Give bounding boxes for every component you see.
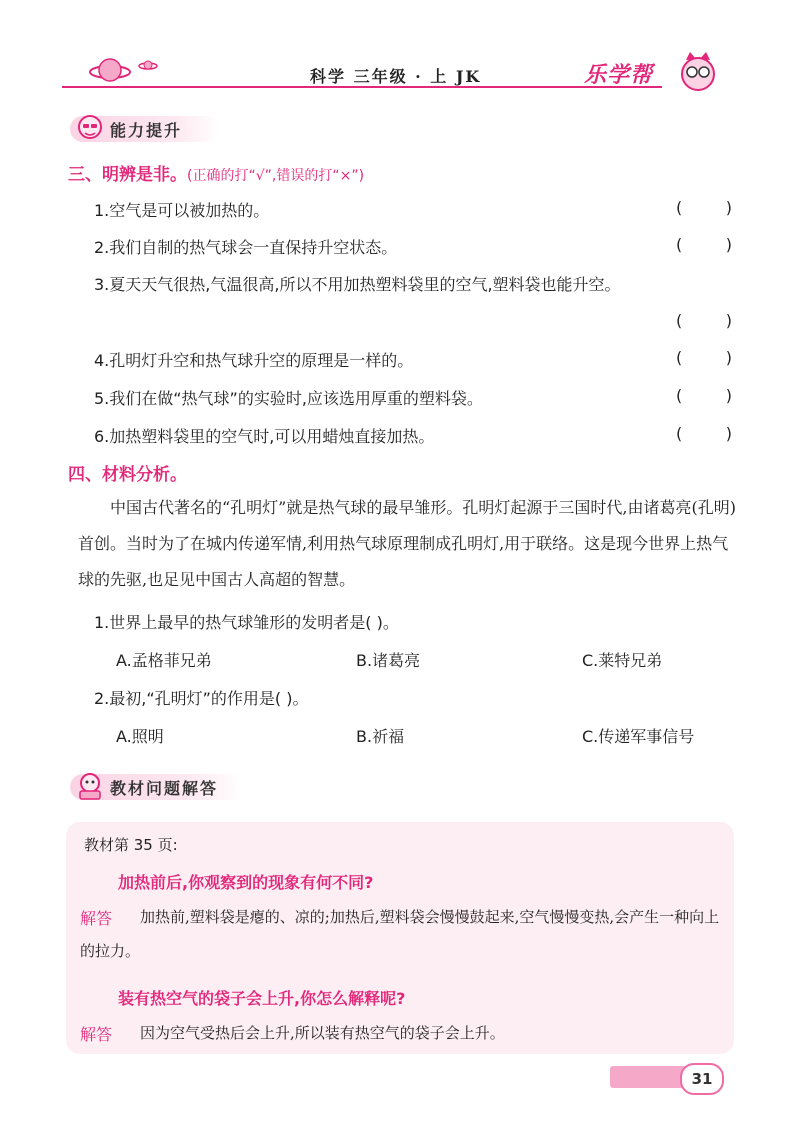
character-icon — [74, 112, 106, 146]
q4-sub2-question: 2.最初,“孔明灯”的作用是( )。 — [94, 689, 309, 708]
q4-sub1-question: 1.世界上最早的热气球雏形的发明者是( )。 — [94, 613, 399, 632]
q3-item-1: 1.空气是可以被加热的。 — [94, 201, 270, 220]
section-banner-textbook — [70, 770, 242, 804]
header-divider — [62, 86, 662, 88]
section-banner-ability — [70, 112, 220, 146]
q3-item-5: 5.我们在做“热气球”的实验时,应该选用厚重的塑料袋。 — [94, 389, 483, 408]
answer-blank[interactable]: ( ) — [676, 386, 732, 405]
q4-sub2-option-c[interactable]: C.传递军事信号 — [582, 727, 695, 746]
q3-instruction: (正确的打“√”,错误的打“×”) — [187, 168, 365, 184]
q3-item-4: 4.孔明灯升空和热气球升空的原理是一样的。 — [94, 351, 414, 370]
q4-sub2-option-b[interactable]: B.祈福 — [356, 727, 405, 746]
qa-question-2: 装有热空气的袋子会上升,你怎么解释呢? — [118, 989, 406, 1008]
planet-icon — [88, 50, 168, 90]
qa-answer-1: 加热前,塑料袋是瘪的、凉的;加热后,塑料袋会慢慢鼓起来,空气慢慢变热,会产生一种向上的拉力。 — [80, 908, 720, 960]
q4-sub1-option-a[interactable]: A.孟格菲兄弟 — [116, 651, 212, 670]
q4-sub2-option-a[interactable]: A.照明 — [116, 727, 164, 746]
answer-blank[interactable]: ( ) — [676, 198, 732, 217]
qa-answer-label-2: 解答 — [80, 1025, 113, 1044]
textbook-page-ref: 教材第 35 页: — [84, 836, 178, 854]
qa-answer-label-1: 解答 — [80, 909, 113, 928]
q4-sub1-option-c[interactable]: C.莱特兄弟 — [582, 651, 663, 670]
qa-question-1: 加热前后,你观察到的现象有何不同? — [118, 873, 374, 892]
page-number: 31 — [680, 1063, 724, 1095]
q3-item-2: 2.我们自制的热气球会一直保持升空状态。 — [94, 238, 398, 257]
q3-item-6: 6.加热塑料袋里的空气时,可以用蜡烛直接加热。 — [94, 427, 435, 446]
q4-heading: 四、材料分析。 — [68, 465, 187, 485]
page-header-title: 科学 三年级 · 上 JK — [310, 67, 482, 86]
q3-item-3: 3.夏天天气很热,气温很高,所以不用加热塑料袋里的空气,塑料袋也能升空。 — [94, 275, 621, 294]
reader-icon — [74, 770, 106, 804]
section-banner-label: 教材问题解答 — [110, 779, 219, 798]
answer-blank[interactable]: ( ) — [676, 311, 732, 330]
q3-heading — [68, 160, 364, 185]
answer-blank[interactable]: ( ) — [676, 424, 732, 443]
qa-answer-2: 因为空气受热后会上升,所以装有热空气的袋子会上升。 — [140, 1024, 505, 1042]
q4-sub1-option-b[interactable]: B.诸葛亮 — [356, 651, 421, 670]
q3-title: 三、明辨是非。 — [68, 165, 187, 185]
brand-logo: 乐学帮 — [584, 63, 654, 88]
q4-passage: 中国古代著名的“孔明灯”就是热气球的最早雏形。孔明灯起源于三国时代,由诸葛亮(孔明)首创。当时为了在城内传递军情,利用热气球原理制成孔明灯,用于联络。这是现今世界上热气球的先驱,也足见中国古人高超的智慧。 — [78, 498, 736, 589]
answer-blank[interactable]: ( ) — [676, 348, 732, 367]
mascot-icon — [668, 50, 728, 94]
section-banner-label: 能力提升 — [110, 121, 183, 140]
answer-blank[interactable]: ( ) — [676, 235, 732, 254]
